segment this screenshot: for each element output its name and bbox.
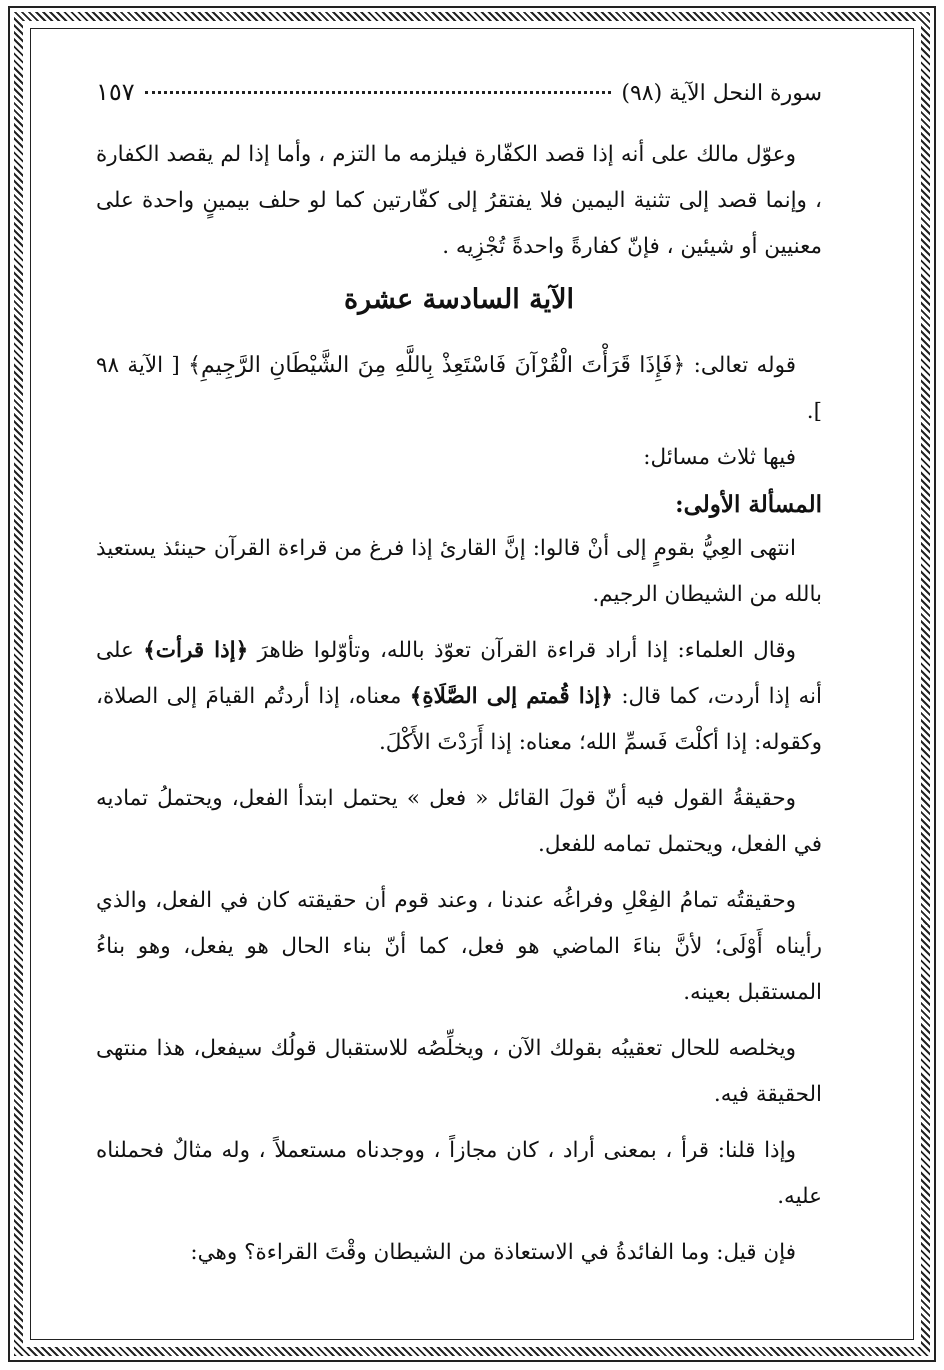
running-header [96, 78, 822, 114]
paragraph: انتهى العِيُّ بقومٍ إلى أنْ قالوا: إنَّ القارئ إذا فرغ من قراءة القرآن حينئذ يستعيذ بالله من الشيطان الرجيم. [96, 536, 822, 607]
running-title: سورة النحل الآية (٩٨) [621, 81, 822, 106]
section-heading: الآية السادسة عشرة [343, 284, 575, 315]
page-number: ١٥٧ [96, 78, 135, 106]
text-run: على أنه إذا أردت، كما قال: [96, 638, 822, 709]
paragraph [96, 628, 822, 766]
paragraph: وإذا قلنا: قرأ ، بمعنى أراد ، كان مجازاً ، ووجدناه مستعملاً ، وله مثالٌ فحملناه عليه. [96, 1138, 822, 1209]
verse-reference: [ الآية ٩٨ ]. [96, 353, 822, 424]
dot-leaders [145, 91, 612, 94]
paragraph: وعوّل مالك على أنه إذا قصد الكفّارة فيلزمه ما التزم ، وأما إذا لم يقصد الكفارة ، وإنما قصد إلى تثنية اليمين فلا يفتقرُ إلى كفّارتين كما لو حلف بيمينٍ واحدة على معنيين أو شيئين ، فإنّ كفارةً واحدةً تُجْزِيه . [96, 142, 822, 259]
quran-quote: ﴿إذا قُمتم إلى الصَّلَاةِ﴾ [409, 684, 613, 709]
paragraph: ويخلصه للحال تعقيبُه بقولك الآن ، ويخلِّصُه للاستقبال قولُك سيفعل، هذا منتهى الحقيقة فيه. [96, 1036, 822, 1107]
quran-verse: ﴿فَإِذَا قَرَأْتَ الْقُرْآنَ فَاسْتَعِذْ بِاللَّهِ مِنَ الشَّيْطَانِ الرَّجِيمِ﴾ [188, 353, 686, 378]
issues-intro: فيها ثلاث مسائل: [643, 445, 796, 470]
verse-intro: قوله تعالى: [693, 353, 796, 378]
issue-heading: المسألة الأولى: [675, 491, 822, 518]
paragraph: وحقيقةُ القول فيه أنّ قولَ القائل « فعل » يحتمل ابتدأ الفعل، ويحتملُ تماديه في الفعل، ويحتمل تمامه للفعل. [96, 786, 822, 857]
page-content [96, 78, 822, 1276]
text-run: معناه، إذا أردتُم القيامَ إلى الصلاة، وكقوله: إذا أكلْتَ فَسمِّ الله؛ معناه: إذا أَرَدْتَ الأَكْلَ. [96, 684, 822, 755]
paragraph: فإن قيل: وما الفائدةُ في الاستعاذة من الشيطان وقْتَ القراءة؟ وهي: [190, 1240, 796, 1265]
text-run: وقال العلماء: إذا أراد قراءة القرآن تعوّذ بالله، وتأوّلوا ظاهرَ [257, 638, 796, 663]
quran-quote: ﴿إذا قرأت﴾ [143, 638, 249, 663]
verse-paragraph [96, 343, 822, 435]
paragraph: وحقيقتُه تمامُ الفِعْلِ وفراغُه عندنا ، وعند قوم أن حقيقته كان في الفعل، والذي رأيناه أَوْلَى؛ لأنَّ بناءَ الماضي هو فعل، كما أنّ بناء الحال هو يفعل، وهو بناءُ المستقبل بعينه. [96, 888, 822, 1005]
